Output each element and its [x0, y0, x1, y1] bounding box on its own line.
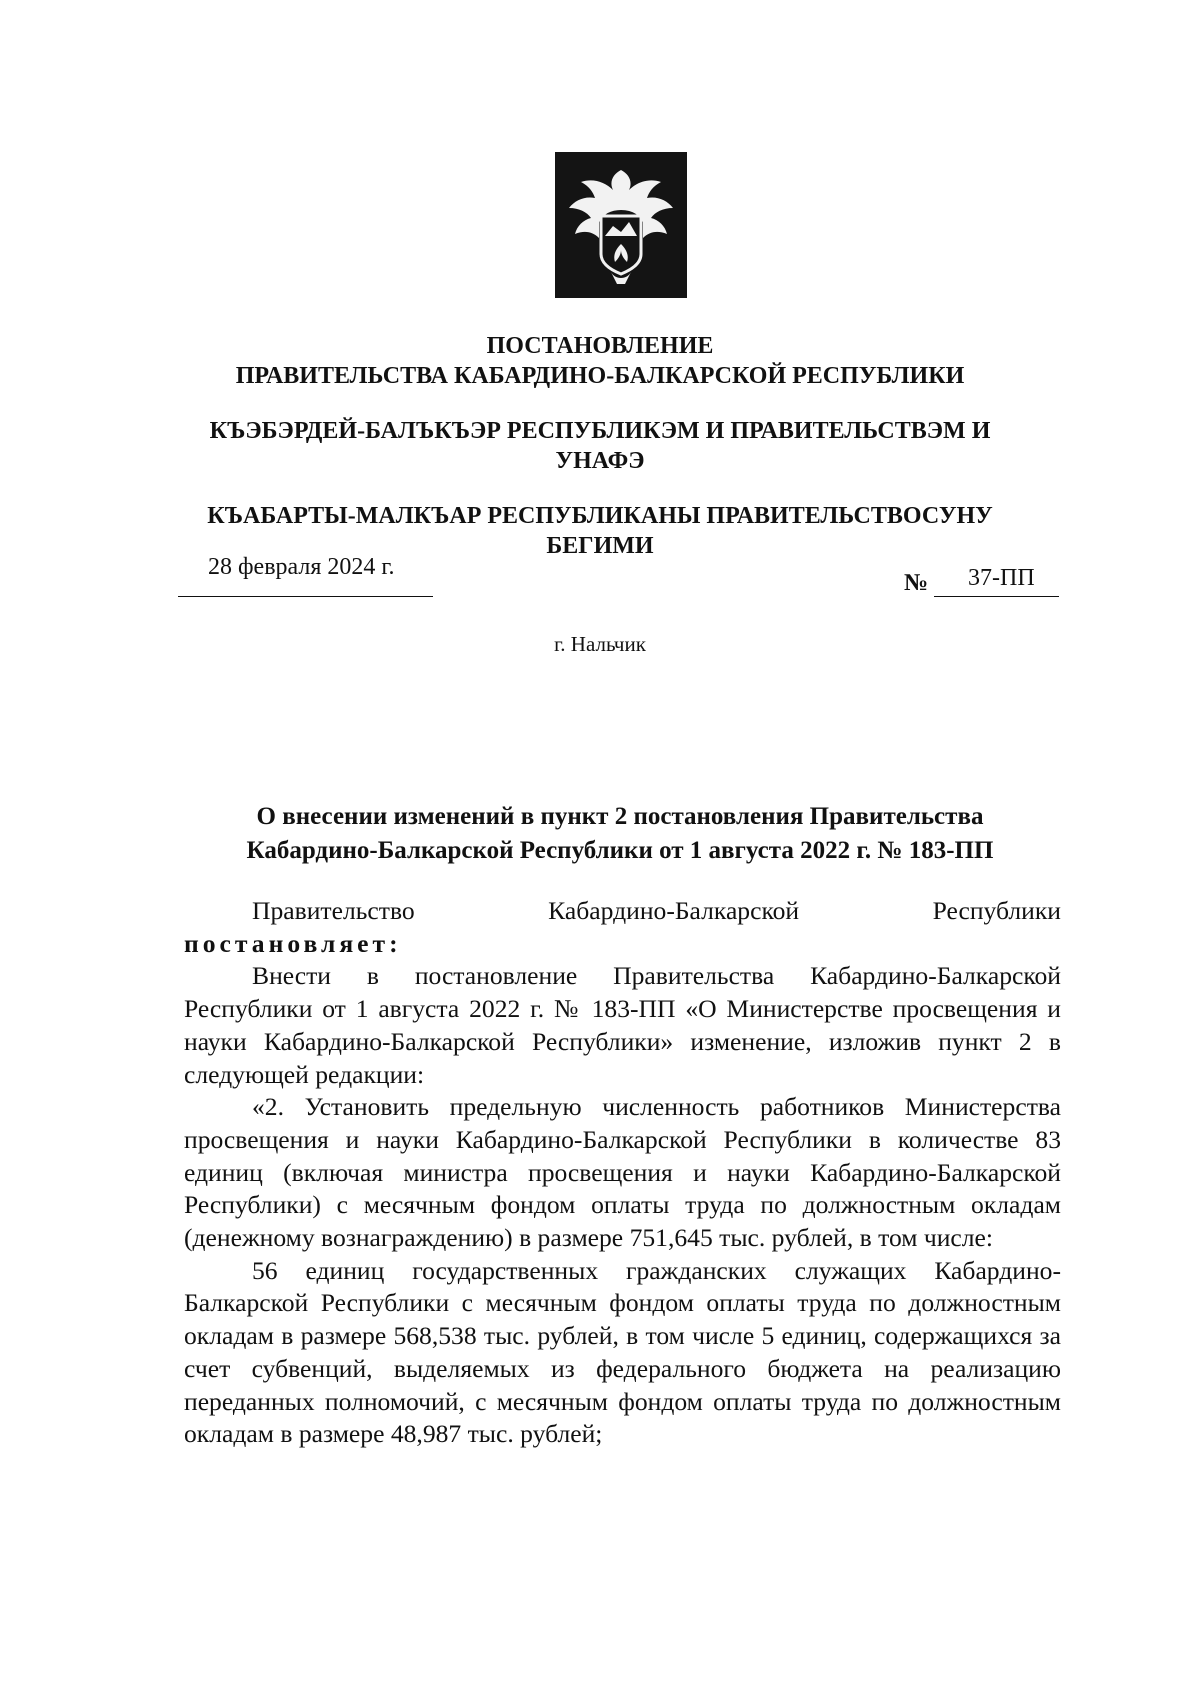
- subject-line2: Кабардино-Балкарской Республики от 1 августа 2022 г. № 183-ПП: [246, 837, 994, 864]
- paragraph-1: Внести в постановление Правительства Кабардино-Балкарской Республики от 1 августа 2022 г. № 183-ПП «О Министерстве просвещения и науки Кабардино-Балкарской Республики» изменение, изложив пункт 2 в следующей редакции:: [184, 961, 1061, 1089]
- decree-word: постановляет:: [184, 928, 402, 958]
- document-subject: [180, 800, 1060, 868]
- coat-of-arms-emblem: [555, 152, 687, 298]
- paragraph-2: «2. Установить предельную численность работников Министерства просвещения и науки Кабардино-Балкарской Республики в количестве 83 единиц (включая министра просвещения и науки Кабардино-Балкарской Республики) с месячным фондом оплаты труда по должностным окладам (денежному вознаграждению) в размере 751,645 тыс. рублей, в том числе:: [184, 1092, 1061, 1253]
- document-number: 37-ПП: [968, 565, 1035, 591]
- kabardian-title-line2: УНАФЭ: [555, 448, 645, 474]
- document-type-title: ПОСТАНОВЛЕНИЕ: [486, 333, 714, 359]
- intro-paragraph: Правительство Кабардино-Балкарской Республики: [252, 896, 1061, 925]
- document-body: [184, 895, 1061, 1451]
- subject-line1: О внесении изменений в пункт 2 постановления Правительства: [256, 803, 984, 830]
- date-underline: [178, 596, 433, 597]
- city: г. Нальчик: [554, 632, 646, 656]
- balkar-title-line1: КЪАБАРТЫ-МАЛКЪАР РЕСПУБЛИКАНЫ ПРАВИТЕЛЬСТВОСУНУ: [207, 503, 993, 529]
- balkar-title-line2: БЕГИМИ: [546, 533, 654, 559]
- paragraph-3: 56 единиц государственных гражданских служащих Кабардино-Балкарской Республики с месячным фондом оплаты труда по должностным окладам в размере 568,538 тыс. рублей, в том числе 5 единиц, содержащихся за счет субвенций, выделяемых из федерального бюджета на реализацию переданных полномочий, с месячным фондом оплаты труда по должностным окладам в размере 48,987 тыс. рублей;: [184, 1255, 1061, 1449]
- number-sign: №: [904, 570, 929, 596]
- kabardian-title-line1: КЪЭБЭРДЕЙ-БАЛЪКЪЭР РЕСПУБЛИКЭМ И ПРАВИТЕЛЬСТВЭМ И: [209, 418, 991, 444]
- number-underline: [934, 596, 1059, 597]
- document-date: 28 февраля 2024 г.: [208, 554, 395, 580]
- issuer-title: ПРАВИТЕЛЬСТВА КАБАРДИНО-БАЛКАРСКОЙ РЕСПУБЛИКИ: [235, 363, 965, 389]
